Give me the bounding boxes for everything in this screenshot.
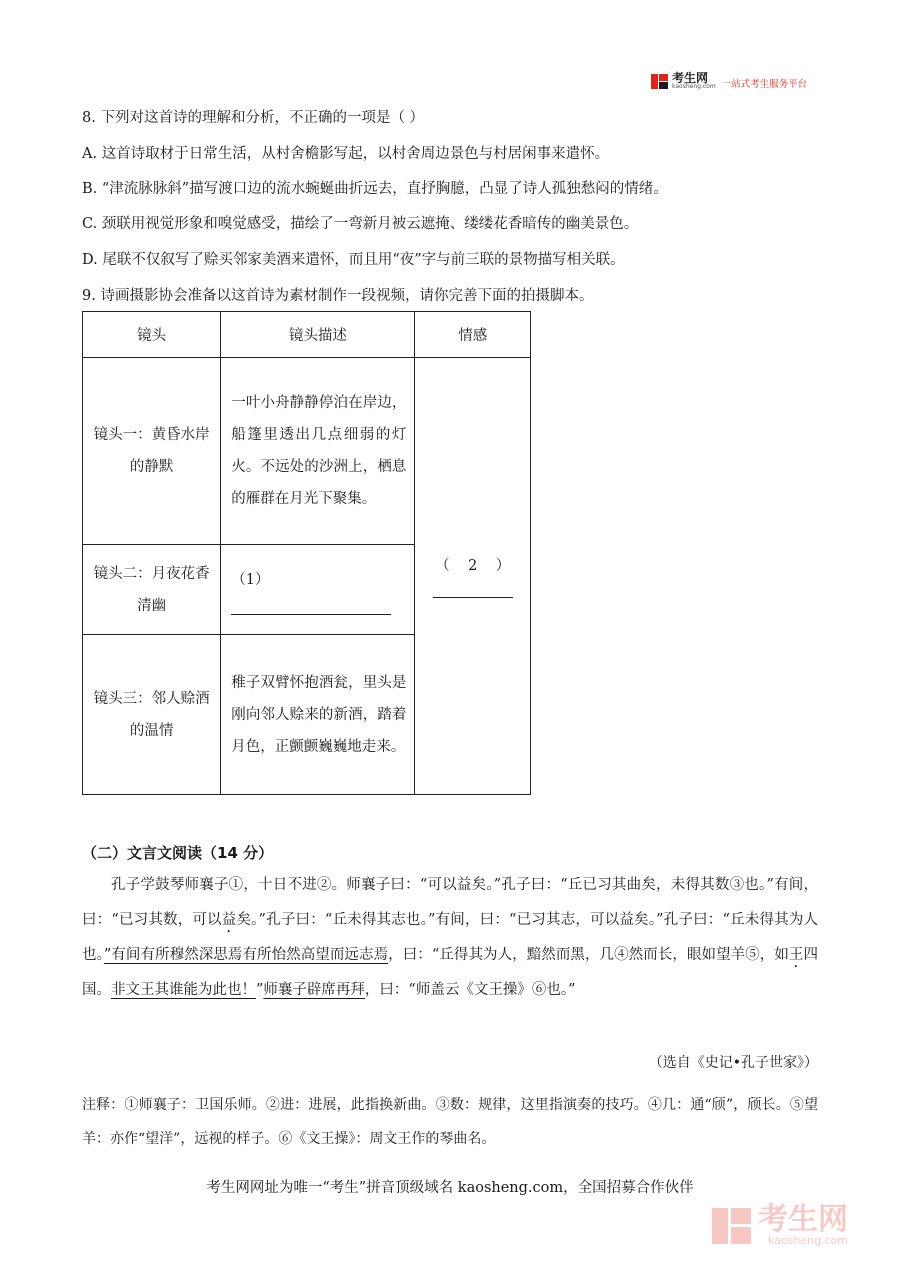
section-title: （二）文言文阅读（14 分）	[82, 844, 274, 862]
emotion-cell	[415, 358, 531, 795]
question-9-stem: 9. 诗画摄影协会准备以这首诗为素材制作一段视频，请你完善下面的拍摄脚本。	[82, 288, 594, 304]
shot-2-answer-line	[231, 596, 391, 615]
header-emotion: 情感	[415, 312, 531, 358]
passage-text: 矣。”孔子曰：“丘未得其志也。”有间，曰：“已习其志，可以益矣。”孔子曰：“丘未得其为人也。	[82, 912, 818, 963]
shot-1-description: 一叶小舟静静停泊在岸边，船篷里透出几点细弱的灯火。不远处的沙洲上，栖息的雁群在月光下聚集。	[221, 358, 415, 545]
question-8-option-b: B. “津流脉脉斜”描写渡口边的流水蜿蜒曲折远去，直抒胸臆，凸显了诗人孤独愁闷的情绪。	[82, 181, 668, 197]
passage-underlined-sentence: ”有间有所穆然深思焉有所怡然高望而远志焉	[103, 947, 389, 963]
passage-notes: 注释：①师襄子：卫国乐师。②进：进展，此指换新曲。③数：规律，这里指演奏的技巧。④几：通“颀”，颀长。⑤望羊：亦作“望洋”，远视的样子。⑥《文王操》：周文王作的琴曲名。	[82, 1097, 818, 1147]
page-footer: 考生网网址为唯一“考生”拼音顶级域名 kaosheng.com，全国招募合作伙伴	[206, 1180, 694, 1196]
shot-2-blank-label: （1）	[231, 572, 270, 588]
shot-1: 镜头一：黄昏水岸的静默	[83, 358, 221, 545]
logo-name: 考生网	[672, 71, 709, 85]
classical-passage	[82, 868, 818, 1008]
passage-dotted-char: 益	[221, 912, 237, 928]
shot-3-description: 稚子双臂怀抱酒瓮，里头是刚向邻人赊来的新酒，踏着月色，正颤颤巍巍地走来。	[221, 635, 415, 795]
shot-2-description	[221, 545, 415, 635]
passage-text: ”	[256, 982, 264, 998]
watermark-logo	[712, 1202, 848, 1247]
emotion-answer-line	[433, 597, 513, 598]
kaosheng-watermark-icon	[712, 1206, 752, 1246]
passage-underlined-sentence: 师襄子辟席再拜	[263, 982, 365, 998]
logo-domain: kaosheng.com	[672, 83, 716, 90]
passage-underlined-sentence: 非文王其谁能为此也！	[111, 982, 256, 998]
question-8-option-c: C. 颈联用视觉形象和嗅觉感受，描绘了一弯新月被云遮掩、缕缕花香暗传的幽美景色。	[82, 216, 639, 232]
shot-2: 镜头二：月夜花香清幽	[83, 545, 221, 635]
passage-text: 四国。	[82, 947, 818, 998]
shot-3: 镜头三：邻人赊酒的温情	[83, 635, 221, 795]
header-shot: 镜头	[83, 312, 221, 358]
question-8-option-d: D. 尾联不仅叙写了赊买邻家美酒来遣怀，而且用“夜”字与前三联的景物描写相关联。	[82, 252, 625, 268]
question-8-stem: 8. 下列对这首诗的理解和分析，不正确的一项是（ ）	[82, 110, 425, 126]
watermark-name: 考生网	[758, 1202, 848, 1237]
passage-text: ，曰：“师盖云《文王操》⑥也。”	[364, 982, 576, 998]
shooting-script-table	[82, 311, 531, 795]
watermark-domain: kaosheng.com	[767, 1234, 848, 1247]
table-row	[83, 358, 531, 545]
kaosheng-logo-icon	[651, 72, 669, 90]
emotion-blank-label: （ 2 ）	[435, 558, 511, 574]
passage-text: ，曰：“丘得其为人，黯然而黑，几④然而长，眼如望羊⑤，如	[388, 947, 789, 963]
passage-dotted-char: 王	[788, 947, 804, 963]
header-description: 镜头描述	[221, 312, 415, 358]
table-header-row	[83, 312, 531, 358]
question-8-option-a: A. 这首诗取材于日常生活，从村舍檐影写起，以村舍周边景色与村居闲事来遣怀。	[82, 146, 610, 162]
passage-source: （选自《史记•孔子世家》）	[648, 1055, 818, 1071]
passage-text: 孔子学鼓琴师襄子①，十日不进②。师襄子曰：“可以益矣。”孔子曰：“丘已习其曲矣，未得其数③也。”有间，曰：“已习其数，可以	[82, 877, 818, 928]
header-logo	[651, 72, 807, 90]
logo-slogan: 一站式考生服务平台	[721, 79, 808, 90]
passage-paragraph	[82, 868, 818, 1008]
